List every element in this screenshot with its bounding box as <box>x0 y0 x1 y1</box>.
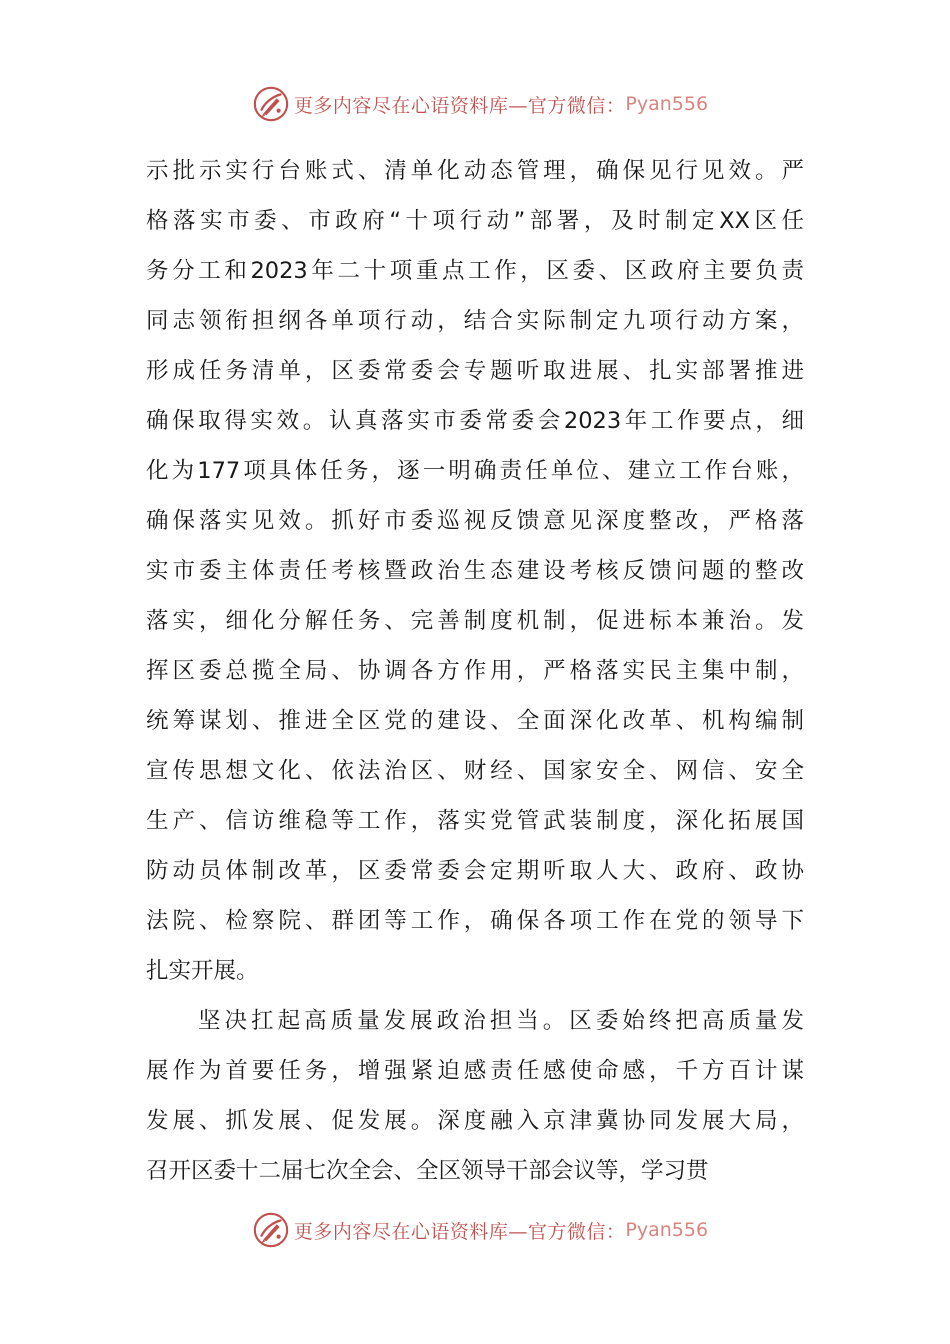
text-line: 形成任务清单，区委常委会专题听取进展、扎实部署推进 <box>146 358 804 384</box>
text-line: 挥区委总揽全局、协调各方作用，严格落实民主集中制， <box>146 658 804 684</box>
watermark-site-text: 更多内容尽在心语资料库—官方微信： <box>293 1220 626 1243</box>
text-line: 格落实市委、市政府“十项行动”部署，及时制定XX区任 <box>146 208 804 234</box>
watermark-site-text: 更多内容尽在心语资料库—官方微信： <box>293 94 626 117</box>
header-watermark-inner <box>252 82 708 126</box>
text-line: 落实，细化分解任务、完善制度机制，促进标本兼治。发 <box>146 608 804 634</box>
pen-logo-icon <box>252 85 290 123</box>
text-line: 统筹谋划、推进全区党的建设、全面深化改革、机构编制 <box>146 708 804 734</box>
text-line: 确保落实见效。抓好市委巡视反馈意见深度整改，严格落 <box>146 508 804 534</box>
text-line: 生产、信访维稳等工作，落实党管武装制度，深化拓展国 <box>146 808 804 834</box>
text-line: 确保取得实效。认真落实市委常委会2023年工作要点，细 <box>146 408 804 434</box>
paragraph <box>146 996 804 1196</box>
header-watermark <box>0 82 950 126</box>
text-line: 防动员体制改革，区委常委会定期听取人大、政府、政协 <box>146 858 804 884</box>
text-line: 化为177项具体任务，逐一明确责任单位、建立工作台账， <box>146 458 804 484</box>
pen-logo-icon <box>252 1211 290 1249</box>
paragraph <box>146 146 804 996</box>
text-line: 扎实开展。 <box>146 958 259 984</box>
text-line: 同志领衔担纲各单项行动，结合实际制定九项行动方案， <box>146 308 804 334</box>
text-line: 示批示实行台账式、清单化动态管理，确保见行见效。严 <box>146 158 804 184</box>
footer-watermark-inner <box>252 1208 708 1252</box>
document-body <box>146 146 804 1196</box>
text-line: 坚决扛起高质量发展政治担当。区委始终把高质量发 <box>198 1008 804 1034</box>
footer-watermark <box>0 1208 950 1252</box>
text-line: 召开区委十二届七次全会、全区领导干部会议等，学习贯 <box>146 1158 709 1184</box>
text-line: 法院、检察院、群团等工作，确保各项工作在党的领导下 <box>146 908 804 934</box>
watermark-wechat-id: Pyan556 <box>625 93 709 115</box>
text-line: 展作为首要任务，增强紧迫感责任感使命感，千方百计谋 <box>146 1058 804 1084</box>
text-line: 实市委主体责任考核暨政治生态建设考核反馈问题的整改 <box>146 558 804 584</box>
text-line: 宣传思想文化、依法治区、财经、国家安全、网信、安全 <box>146 758 804 784</box>
watermark-wechat-id: Pyan556 <box>625 1219 709 1241</box>
text-line: 务分工和2023年二十项重点工作，区委、区政府主要负责 <box>146 258 804 284</box>
text-line: 发展、抓发展、促发展。深度融入京津冀协同发展大局， <box>146 1108 804 1134</box>
